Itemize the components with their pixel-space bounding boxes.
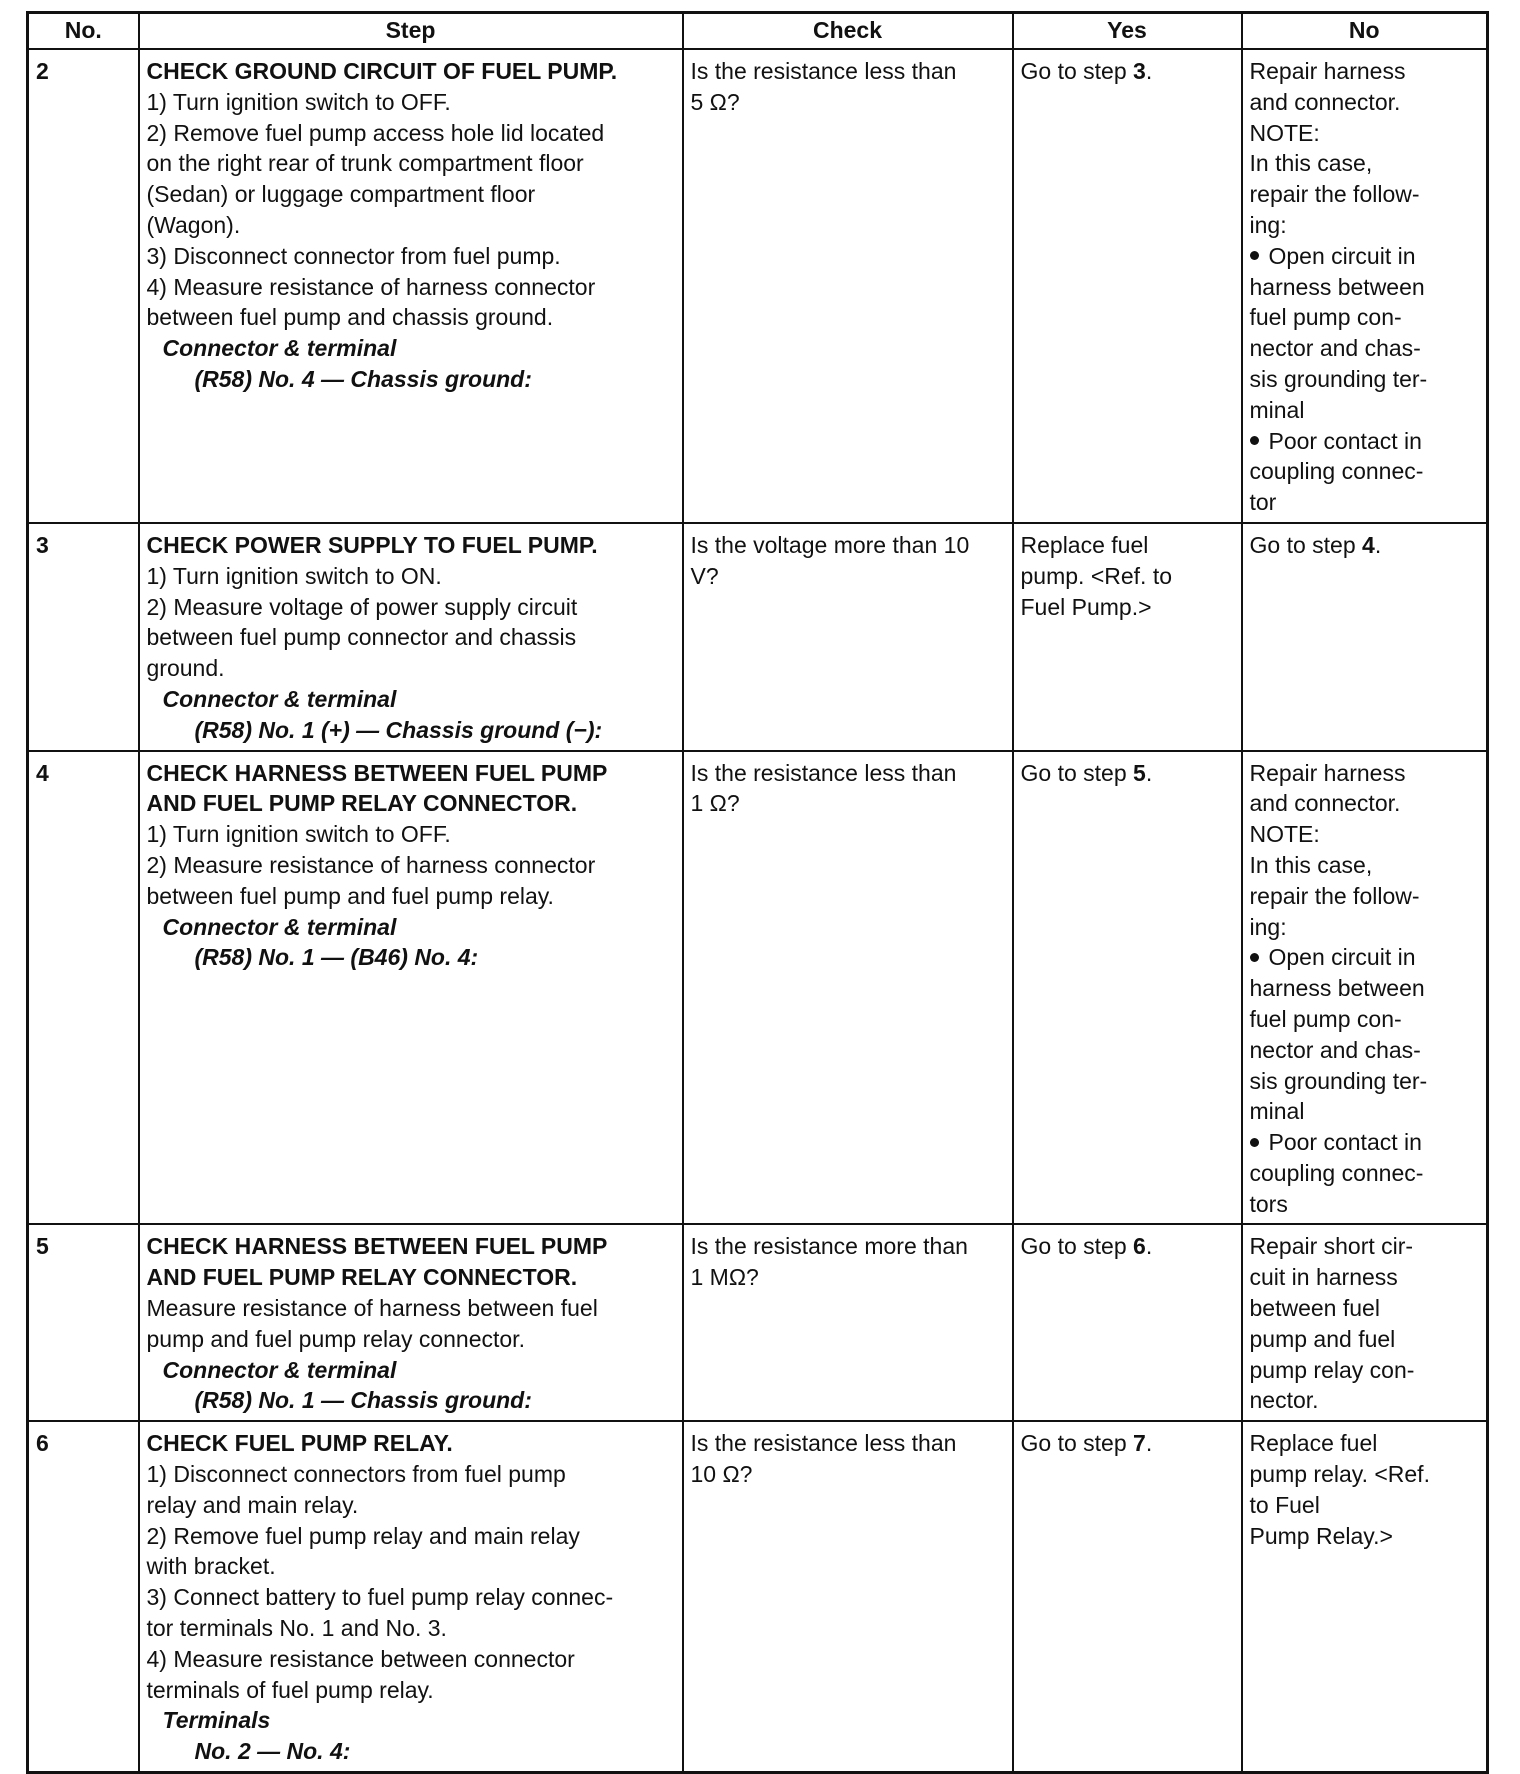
no-line: tors [1249,1190,1288,1217]
no-line: Repair short cir- [1249,1233,1414,1260]
step-line: 1) Disconnect connectors from fuel pump [146,1461,566,1488]
bullet-icon [1250,436,1259,445]
header-no: No. [28,13,139,50]
spec-value: (R58) No. 1 — Chassis ground: [194,1387,532,1414]
no-line: ing: [1249,211,1287,238]
step-number: 6 [28,1421,139,1772]
step-line: 1) Turn ignition switch to OFF. [146,821,451,848]
yes-suffix: . [1145,58,1153,84]
step-line: (Sedan) or luggage compartment floor [146,181,536,208]
step-line: ground. [146,655,225,682]
check-line: Is the resistance more than [690,1233,968,1260]
check-cell [683,523,1013,751]
no-bullet-line [1250,1127,1480,1158]
no-line: cuit in harness [1249,1264,1398,1291]
no-line: Replace fuel [1249,1430,1378,1457]
no-bullet-line [1250,942,1480,973]
no-line: between fuel [1249,1295,1380,1322]
table-row [28,49,1488,523]
yes-text: Go to step [1020,1233,1134,1260]
no-line: and connector. [1249,88,1401,115]
yes-cell [1013,1224,1242,1421]
no-text: Go to step [1249,531,1363,558]
check-line: 5 Ω? [690,88,740,115]
no-line: repair the follow- [1249,882,1420,909]
no-line: nector and chas- [1249,1036,1421,1063]
no-line: Repair harness [1249,759,1406,786]
step-cell [139,1421,683,1772]
header-no-result: No [1242,13,1488,50]
yes-step-ref: 7 [1133,1430,1146,1457]
no-bullet-line [1250,241,1480,272]
step-line: terminals of fuel pump relay. [146,1676,434,1703]
yes-text: Go to step [1020,58,1134,84]
no-line: to Fuel [1249,1491,1320,1518]
yes-line: Replace fuel [1020,531,1149,558]
table-row [28,1421,1488,1772]
yes-line: pump. <Ref. to [1020,562,1172,589]
bullet-icon [1250,1138,1259,1147]
check-line: V? [690,562,719,589]
spec-value: (R58) No. 4 — Chassis ground: [194,365,532,392]
step-line: 2) Measure voltage of power supply circuit [146,593,578,620]
bullet-icon [1250,953,1259,962]
step-line: 4) Measure resistance between connector [146,1645,575,1672]
no-bullet-line [1250,426,1480,457]
no-line: pump relay con- [1249,1356,1415,1383]
step-line: with bracket. [146,1553,276,1580]
spec-label: Connector & terminal [162,335,397,362]
check-cell [683,1224,1013,1421]
yes-suffix: . [1145,1430,1153,1457]
spec-label: Terminals [162,1707,271,1734]
step-line: on the right rear of trunk compartment floor [146,150,584,177]
no-line: minal [1249,396,1305,423]
no-line: harness between [1249,273,1425,300]
no-cell [1242,523,1488,751]
yes-suffix: . [1145,1233,1153,1260]
step-line: 2) Remove fuel pump relay and main relay [146,1522,580,1549]
step-line: Measure resistance of harness between fuel [146,1295,598,1322]
check-line: 10 Ω? [690,1461,753,1488]
spec-label: Connector & terminal [162,913,397,940]
table-row [28,523,1488,751]
step-line: 3) Connect battery to fuel pump relay connec- [146,1584,614,1611]
step-line: (Wagon). [146,211,241,238]
no-cell [1242,1421,1488,1772]
step-cell [139,523,683,751]
step-title: CHECK FUEL PUMP RELAY. [146,1430,453,1457]
header-step: Step [139,13,683,50]
yes-cell [1013,523,1242,751]
no-line: sis grounding ter- [1249,1067,1428,1094]
no-line: and connector. [1249,790,1401,817]
step-line: relay and main relay. [146,1491,359,1518]
spec-value: (R58) No. 1 (+) — Chassis ground (−): [194,716,603,743]
no-cell [1242,49,1488,523]
bullet-text: Open circuit in [1268,944,1416,971]
no-line: In this case, [1249,851,1373,878]
bullet-icon [1250,251,1259,260]
step-cell [139,49,683,523]
no-line: nector. [1249,1387,1319,1414]
step-line: between fuel pump connector and chassis [146,624,577,651]
step-line: 2) Measure resistance of harness connector [146,851,596,878]
no-line: sis grounding ter- [1249,365,1428,392]
step-line: 4) Measure resistance of harness connector [146,273,596,300]
check-cell [683,49,1013,523]
no-line: minal [1249,1098,1305,1125]
no-line: NOTE: [1249,119,1320,146]
header-check: Check [683,13,1013,50]
no-line: coupling connec- [1249,1159,1424,1186]
step-title: CHECK HARNESS BETWEEN FUEL PUMP [146,1233,608,1260]
step-cell [139,751,683,1225]
diagnostic-page [26,11,1486,1774]
check-line: 1 MΩ? [690,1264,759,1291]
step-title: CHECK POWER SUPPLY TO FUEL PUMP. [146,531,598,558]
spec-label: Connector & terminal [162,685,397,712]
no-line: coupling connec- [1249,458,1424,485]
no-cell [1242,1224,1488,1421]
yes-text: Go to step [1020,759,1134,786]
table-row [28,1224,1488,1421]
step-cell [139,1224,683,1421]
check-cell [683,1421,1013,1772]
yes-text: Go to step [1020,1430,1134,1457]
yes-step-ref: 6 [1133,1233,1146,1260]
diagnostic-table [26,11,1489,1774]
bullet-text: Poor contact in [1268,427,1422,454]
check-line: Is the resistance less than [690,1430,957,1457]
step-line: 1) Turn ignition switch to ON. [146,562,442,589]
no-line: Repair harness [1249,58,1406,84]
spec-label: Connector & terminal [162,1356,397,1383]
check-line: Is the resistance less than [690,58,957,84]
step-title: AND FUEL PUMP RELAY CONNECTOR. [146,1264,578,1291]
step-line: 2) Remove fuel pump access hole lid located [146,119,605,146]
yes-cell [1013,751,1242,1225]
no-line: nector and chas- [1249,335,1421,362]
yes-suffix: . [1145,759,1153,786]
no-line: harness between [1249,975,1425,1002]
no-step-ref: 4 [1362,531,1375,558]
step-number: 2 [28,49,139,523]
step-title: CHECK GROUND CIRCUIT OF FUEL PUMP. [146,58,618,84]
no-line: ing: [1249,913,1287,940]
check-line: 1 Ω? [690,790,740,817]
no-line: In this case, [1249,150,1373,177]
no-line: fuel pump con- [1249,304,1402,331]
table-header-row [28,13,1488,50]
step-title: AND FUEL PUMP RELAY CONNECTOR. [146,790,578,817]
no-line: tor [1249,489,1277,516]
step-line: between fuel pump and chassis ground. [146,304,554,331]
no-line: fuel pump con- [1249,1005,1402,1032]
no-line: pump and fuel [1249,1325,1396,1352]
step-line: 1) Turn ignition switch to OFF. [146,88,451,115]
bullet-text: Poor contact in [1268,1129,1422,1156]
no-line: pump relay. <Ref. [1249,1461,1430,1488]
yes-cell [1013,49,1242,523]
yes-step-ref: 3 [1133,58,1146,84]
check-line: Is the voltage more than 10 [690,531,970,558]
step-line: tor terminals No. 1 and No. 3. [146,1615,447,1642]
no-cell [1242,751,1488,1225]
table-row [28,751,1488,1225]
step-line: between fuel pump and fuel pump relay. [146,882,554,909]
header-yes: Yes [1013,13,1242,50]
yes-step-ref: 5 [1133,759,1146,786]
no-suffix: . [1374,531,1382,558]
step-line: pump and fuel pump relay connector. [146,1325,525,1352]
no-line: NOTE: [1249,821,1320,848]
no-line: Pump Relay.> [1249,1522,1393,1549]
step-title: CHECK HARNESS BETWEEN FUEL PUMP [146,759,608,786]
yes-line: Fuel Pump.> [1020,593,1152,620]
step-number: 4 [28,751,139,1225]
spec-value: (R58) No. 1 — (B46) No. 4: [194,944,479,971]
step-number: 3 [28,523,139,751]
step-number: 5 [28,1224,139,1421]
check-cell [683,751,1013,1225]
no-line: repair the follow- [1249,181,1420,208]
check-line: Is the resistance less than [690,759,957,786]
spec-value: No. 2 — No. 4: [194,1738,351,1765]
step-line: 3) Disconnect connector from fuel pump. [146,242,561,269]
yes-cell [1013,1421,1242,1772]
bullet-text: Open circuit in [1268,242,1416,269]
